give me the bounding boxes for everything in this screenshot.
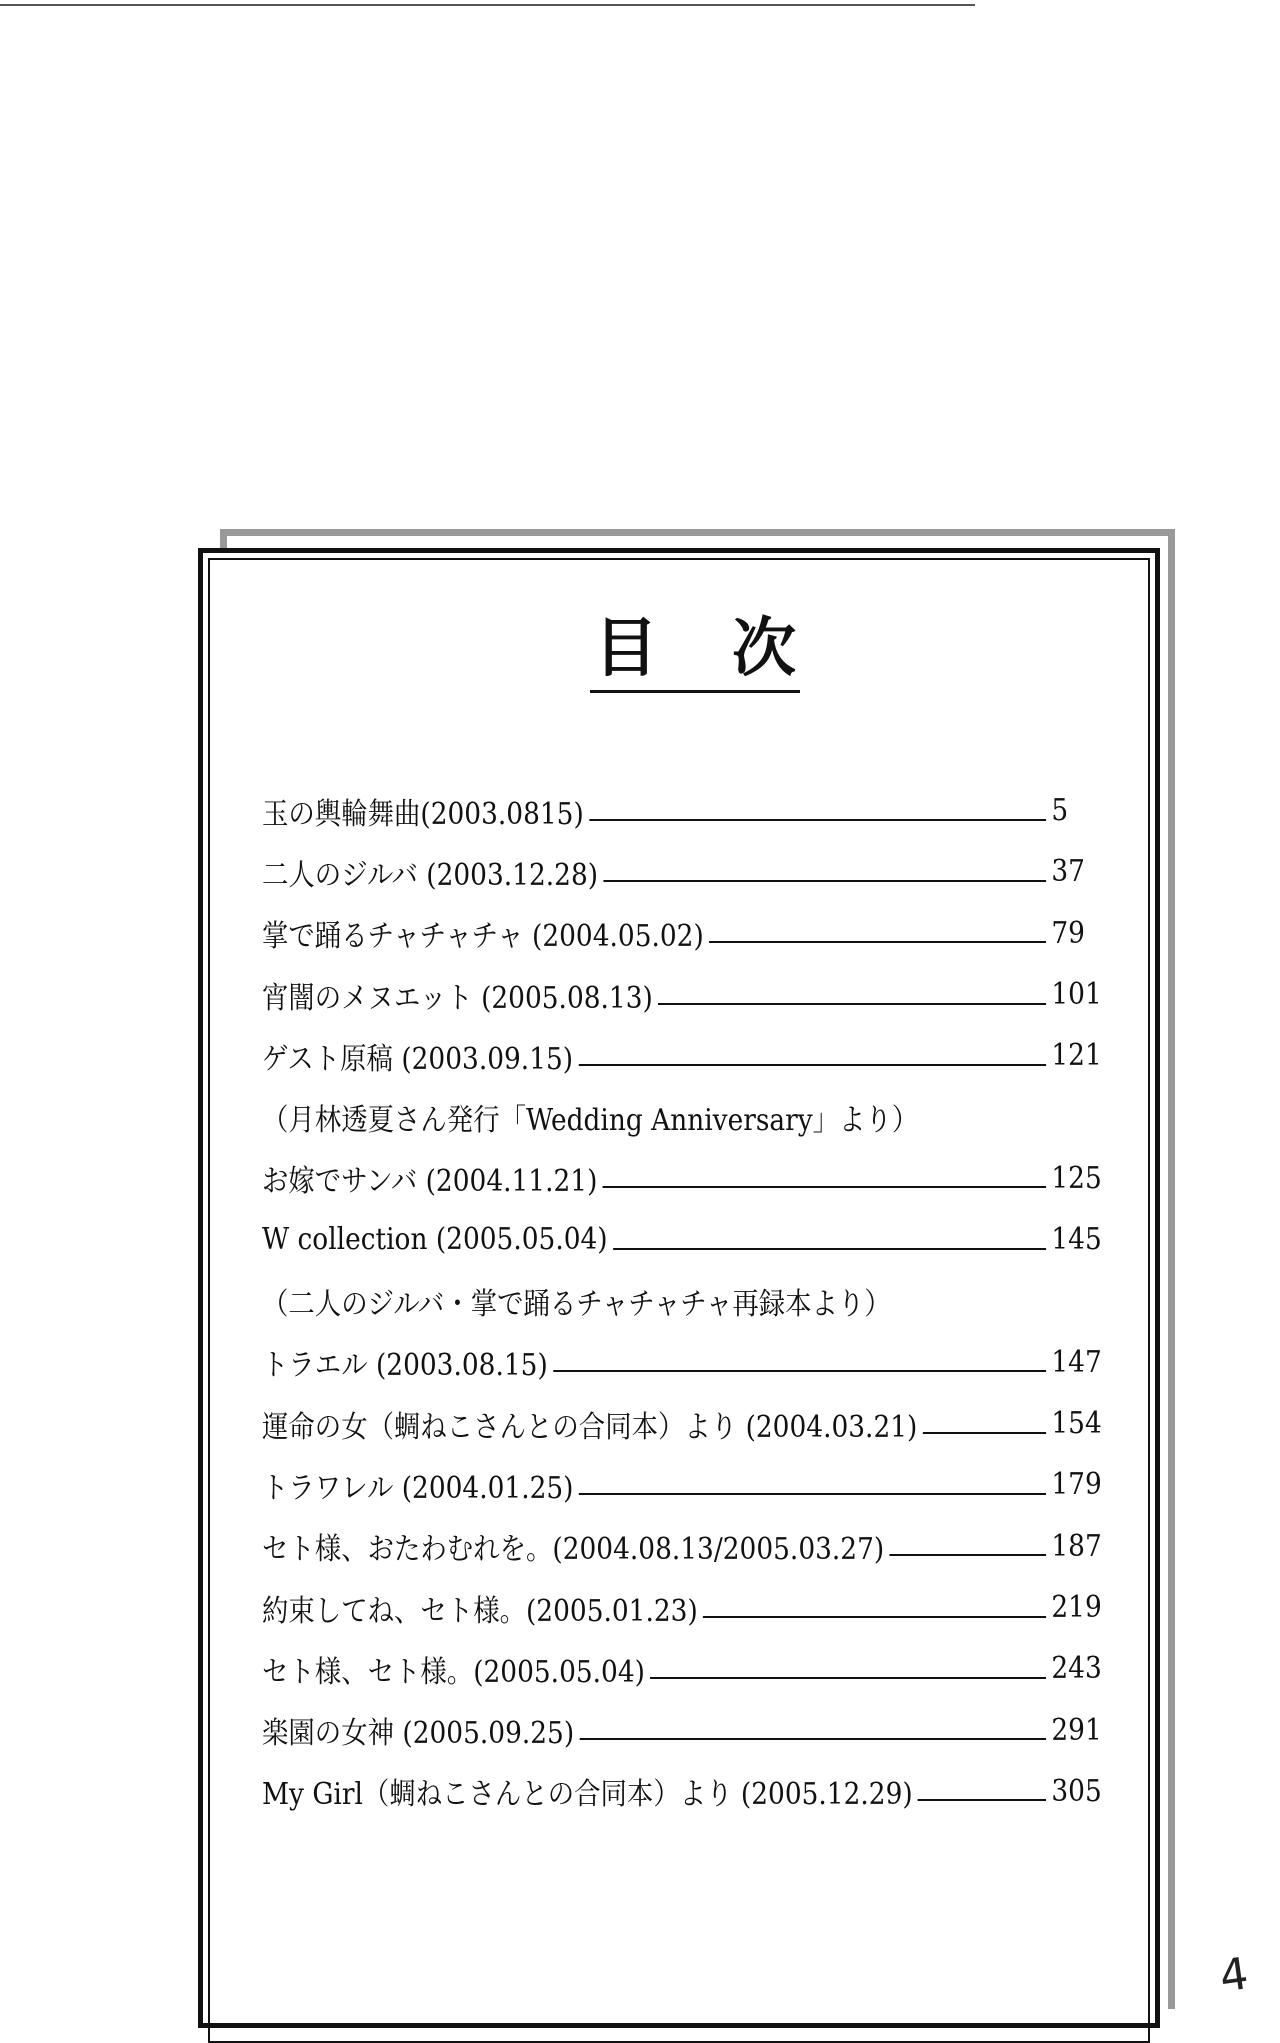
entry-title: セト様、セト様。(2005.05.04): [262, 1654, 645, 1690]
leader-line: [703, 1598, 1046, 1618]
toc-entry[interactable]: [262, 1699, 1102, 1760]
entry-title: 宵闇のメヌエット (2005.08.13): [262, 980, 653, 1016]
toc-entry[interactable]: [262, 903, 1102, 964]
toc-entry[interactable]: [262, 1148, 1102, 1209]
entry-title: セト様、おたわむれを。(2004.08.13/2005.03.27): [262, 1532, 885, 1568]
toc-entry[interactable]: [262, 1761, 1102, 1822]
leader-line: [603, 862, 1046, 882]
entry-title: W collection (2005.05.04): [262, 1222, 608, 1258]
toc-entry[interactable]: [262, 1270, 1102, 1331]
entry-title: 掌で踊るチャチャチャ (2004.05.02): [262, 919, 704, 955]
entry-title: 運命の女（蜩ねこさんとの合同本）より (2004.03.21): [262, 1409, 918, 1445]
leader-line: [589, 801, 1046, 821]
entry-page: 187: [1051, 1528, 1102, 1564]
entry-title: お嫁でサンバ (2004.11.21): [262, 1164, 598, 1200]
leader-line: [603, 1168, 1046, 1188]
leader-line: [923, 1414, 1046, 1434]
entry-page: 125: [1051, 1160, 1102, 1196]
entry-page: 243: [1051, 1651, 1102, 1687]
leader-line: [889, 1536, 1046, 1556]
entry-title: トラエル (2003.08.15): [262, 1348, 548, 1384]
handwritten-page-number: 4: [1216, 1948, 1252, 2003]
leader-line: [578, 1046, 1046, 1066]
title-char: 次: [732, 612, 796, 686]
entry-page: 291: [1051, 1712, 1102, 1748]
entry-title: トラワレル (2004.01.25): [262, 1470, 574, 1506]
entry-title: 玉の輿輪舞曲(2003.0815): [262, 796, 584, 832]
entry-title: 約束してね、セト様。(2005.01.23): [262, 1593, 698, 1629]
entry-page: 145: [1051, 1222, 1102, 1258]
toc-entry[interactable]: [262, 780, 1102, 841]
toc-entry[interactable]: [262, 1332, 1102, 1393]
entry-title: ゲスト原稿 (2003.09.15): [262, 1041, 574, 1077]
table-of-contents: [262, 780, 1102, 1822]
entry-page: 147: [1051, 1344, 1102, 1380]
entry-title: （月林透夏さん発行「Wedding Anniversary」より）: [262, 1103, 919, 1139]
toc-entry[interactable]: [262, 1086, 1102, 1147]
entry-page: 101: [1051, 977, 1102, 1013]
toc-entry[interactable]: [262, 1209, 1102, 1270]
entry-page: 179: [1051, 1467, 1102, 1503]
leader-line: [579, 1720, 1046, 1740]
entry-page: 305: [1051, 1773, 1102, 1809]
toc-entry[interactable]: [262, 1025, 1102, 1086]
toc-entry[interactable]: [262, 1638, 1102, 1699]
entry-page: 5: [1051, 793, 1069, 829]
entry-title: 二人のジルバ (2003.12.28): [262, 857, 599, 893]
entry-title: My Girl（蜩ねこさんとの合同本）より (2005.12.29): [262, 1777, 913, 1813]
leader-line: [579, 1475, 1046, 1495]
entry-page: 121: [1051, 1038, 1102, 1074]
entry-title: （二人のジルバ・掌で踊るチャチャチャ再録本より）: [262, 1287, 891, 1323]
entry-page: 79: [1051, 915, 1085, 951]
entry-page: 219: [1051, 1590, 1102, 1625]
toc-entry[interactable]: [262, 1454, 1102, 1515]
leader-line: [918, 1781, 1046, 1801]
entry-page: 37: [1051, 854, 1085, 890]
leader-line: [613, 1230, 1046, 1250]
leader-line: [553, 1352, 1046, 1372]
entry-page: 154: [1051, 1406, 1102, 1442]
leader-line: [658, 985, 1046, 1005]
title-char: 目: [594, 612, 658, 686]
leader-line: [650, 1659, 1046, 1679]
toc-entry[interactable]: [262, 1393, 1102, 1454]
leader-line: [709, 923, 1046, 943]
toc-entry[interactable]: [262, 1577, 1102, 1638]
toc-entry[interactable]: [262, 1516, 1102, 1577]
toc-entry[interactable]: [262, 964, 1102, 1025]
entry-title: 楽園の女神 (2005.09.25): [262, 1716, 575, 1752]
toc-entry[interactable]: [262, 841, 1102, 902]
scan-edge-line: [0, 4, 975, 6]
page-title: [590, 610, 800, 693]
